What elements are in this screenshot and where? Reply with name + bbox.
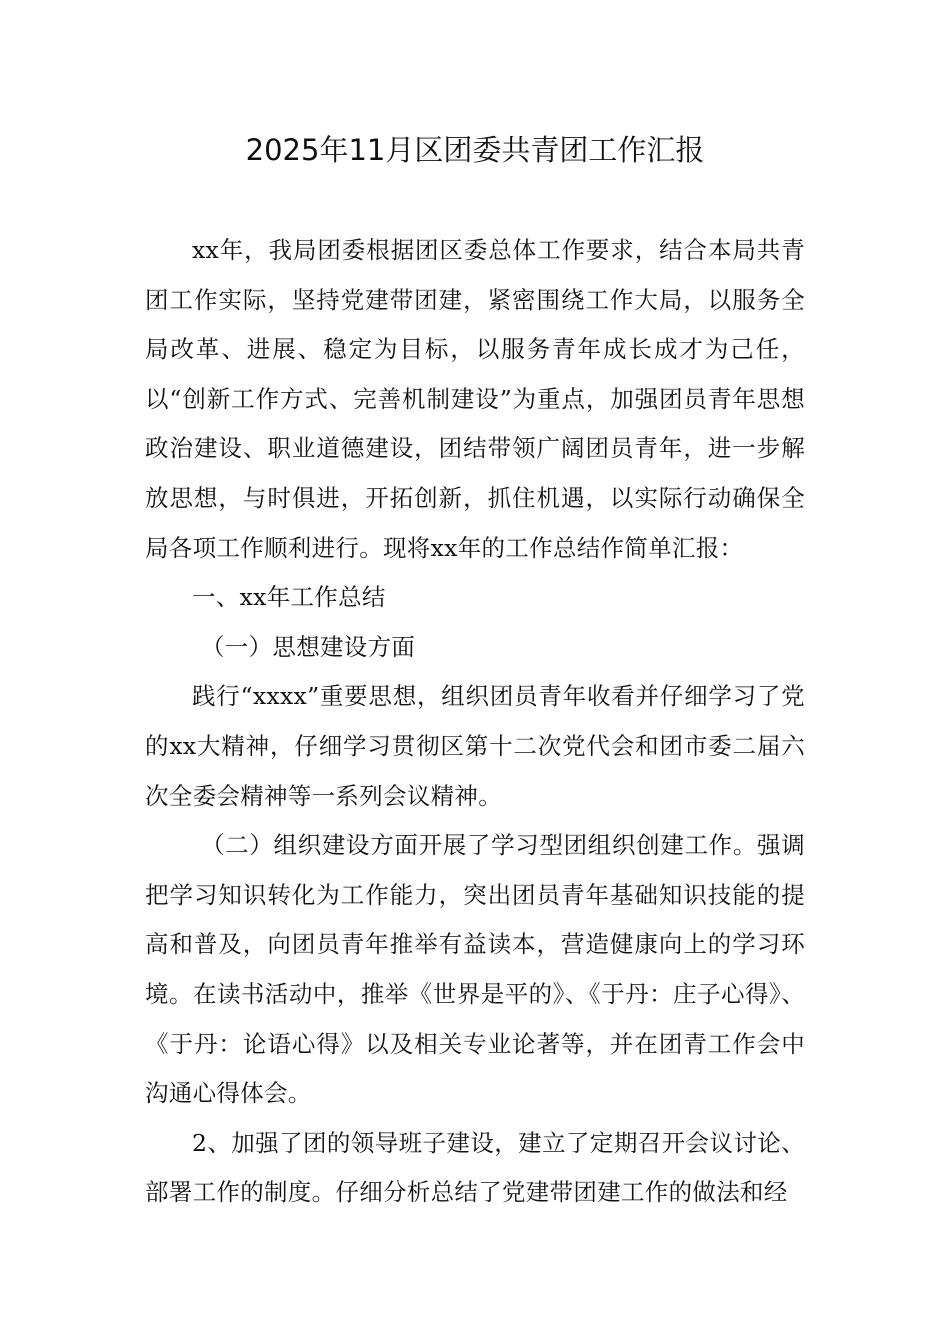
- paragraph-leadership: 2、加强了团的领导班子建设，建立了定期召开会议讨论、部署工作的制度。仔细分析总结了党建带团建工作的做法和经: [145, 1128, 805, 1207]
- document-body: [145, 226, 805, 1218]
- heading-section-one: 一、xx年工作总结: [192, 583, 386, 612]
- paragraph-organization: （二）组织建设方面开展了学习型团组织创建工作。强调把学习知识转化为工作能力，突出团员青年基础知识技能的提高和普及，向团员青年推举有益读本，营造健康向上的学习环境。在读书活动中，推举《世界是平的》、《于丹：庄子心得》、《于丹：论语心得》以及相关专业论著等，并在团青工作会中沟通心得体会。: [145, 831, 805, 1108]
- paragraph-ideology: 践行“xxxx”重要思想，组织团员青年收看并仔细学习了党的xx大精神，仔细学习贯彻区第十二次党代会和团市委二届六次全委会精神等一系列会议精神。: [145, 682, 805, 810]
- document-title: 2025年11月区团委共青团工作汇报: [245, 133, 705, 167]
- heading-ideology: （一）思想建设方面: [201, 632, 416, 661]
- paragraph-intro: xx年，我局团委根据团区委总体工作要求，结合本局共青团工作实际，坚持党建带团建，紧密围绕工作大局，以服务全局改革、进展、稳定为目标，以服务青年成长成才为己任，以“创新工作方式、完善机制建设”为重点，加强团员青年思想政治建设、职业道德建设，团结带领广阔团员青年，进一步解放思想，与时俱进，开拓创新，抓住机遇，以实际行动确保全局各项工作顺利进行。现将xx年的工作总结作简单汇报：: [145, 236, 805, 562]
